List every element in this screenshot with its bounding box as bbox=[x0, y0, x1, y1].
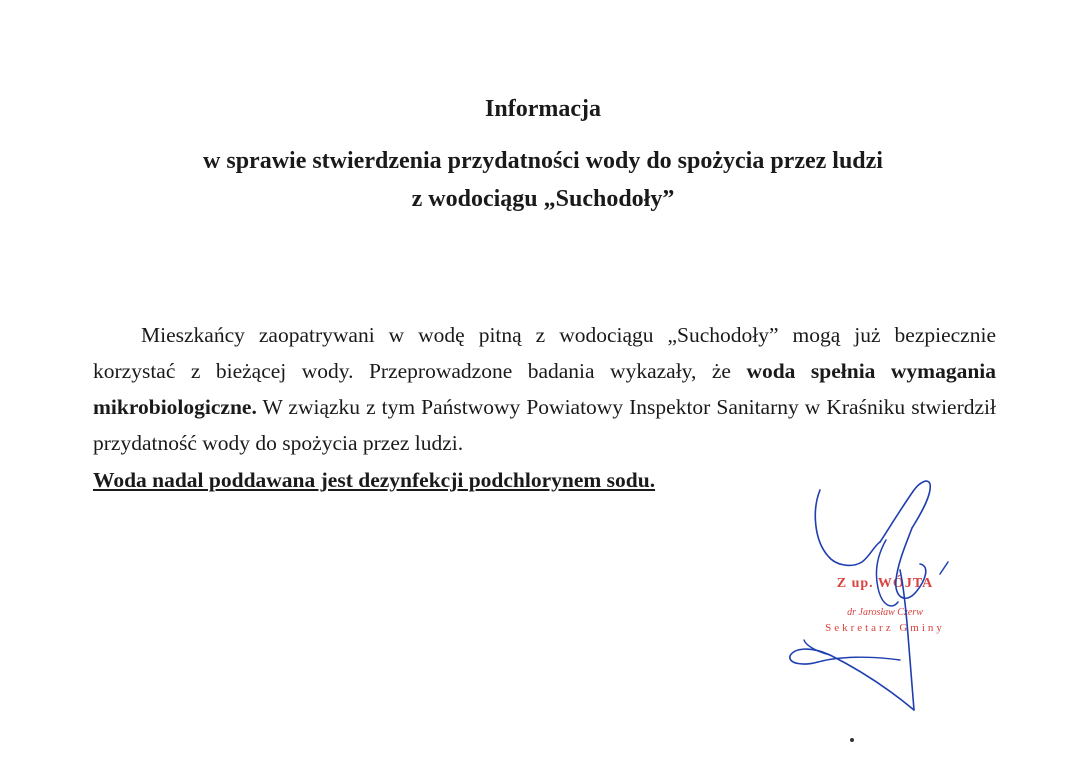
handwritten-signature bbox=[770, 470, 970, 730]
stamp-line-name: dr Jarosław Czerw bbox=[847, 607, 923, 618]
document-subtitle-line1: w sprawie stwierdzenia przydatności wody do spożycia przez ludzi bbox=[203, 148, 883, 174]
stamp-line-authority: Z up. WÓJTA bbox=[836, 576, 934, 591]
paragraph-bold-statement: woda spełnia wymagania mikrobiologiczne. bbox=[93, 359, 997, 419]
paragraph-part2: W związku z tym Państwowy Powiatowy Inspektor Sanitarny w Kraśniku stwierdził przydatność wody do spożycia przez ludzi. bbox=[93, 395, 996, 455]
document-title: Informacja bbox=[485, 96, 601, 122]
document-subtitle-line2: z wodociągu „Suchodoły” bbox=[411, 186, 675, 212]
ink-dot-mark bbox=[848, 736, 856, 744]
main-paragraph bbox=[93, 317, 996, 461]
paragraph-part1: Mieszkańcy zaopatrywani w wodę pitną z wodociągu „Suchodoły” mogą już bezpiecznie korzystać z bieżącej wody. Przeprowadzone badania wykazały, że bbox=[93, 323, 996, 383]
disinfection-notice: Woda nadal poddawana jest dezynfekcji podchlorynem sodu. bbox=[93, 468, 656, 492]
stamp-line-position: Sekretarz Gminy bbox=[825, 622, 945, 634]
